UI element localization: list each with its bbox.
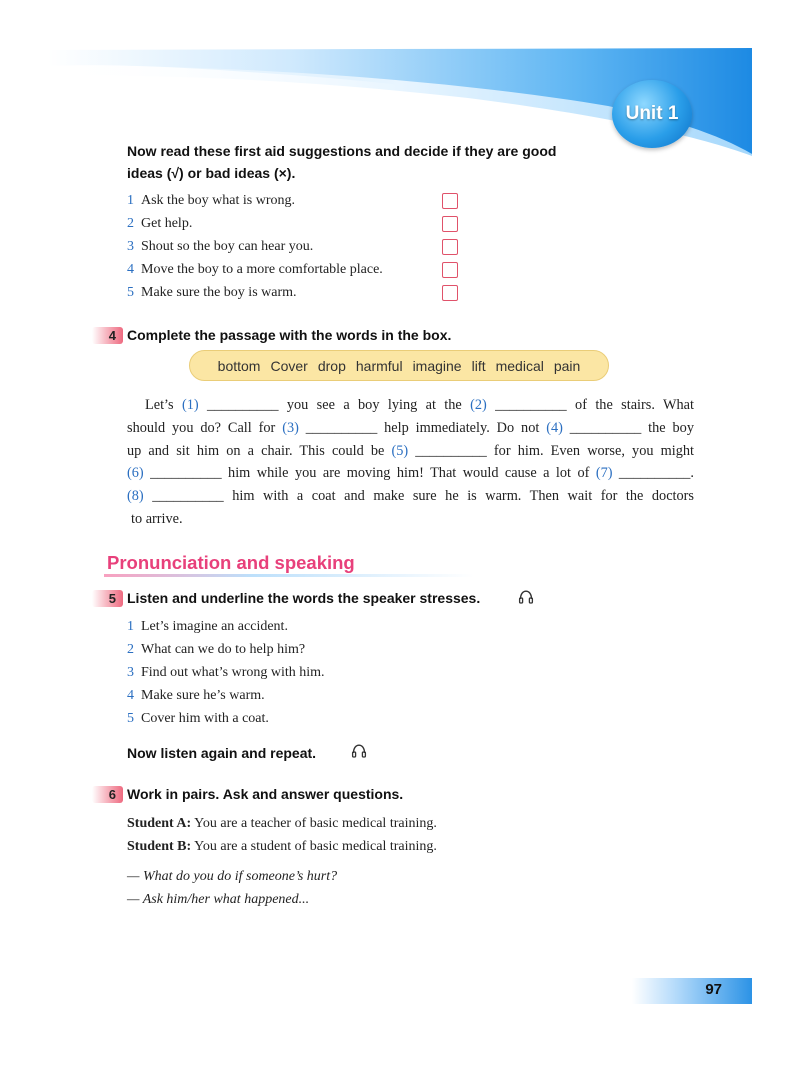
blank-number: (6) — [127, 465, 144, 482]
item-text: Cover him with a coat. — [141, 711, 269, 726]
word-box-item: drop — [317, 357, 346, 374]
word-box-item: pain — [553, 357, 581, 374]
answer-checkbox-2[interactable] — [442, 216, 458, 232]
exercise3-instruction-line2: ideas (√) or bad ideas (×). — [127, 165, 296, 181]
blank-number: (4) — [546, 419, 563, 436]
passage-line — [127, 485, 694, 508]
blank-number: (5) — [391, 442, 409, 459]
word-box-item: medical — [495, 357, 544, 374]
exercise6-number-badge: 6 — [92, 786, 123, 803]
item-text: Ask the boy what is wrong. — [141, 193, 295, 208]
page-number-bar — [632, 978, 752, 1004]
first-aid-list — [127, 189, 383, 304]
item-text: What can we do to help him? — [141, 642, 306, 657]
word-box-item: imagine — [412, 357, 462, 374]
student-a-text: You are a teacher of basic medical training. — [191, 816, 437, 831]
item-number: 5 — [127, 285, 134, 300]
passage-text: __________ help immediately. Do not — [298, 419, 547, 436]
passage-text: __________. — [612, 465, 694, 482]
student-a-line — [127, 812, 437, 835]
item-text: Move the boy to a more comfortable place. — [141, 262, 383, 277]
list-item — [127, 661, 325, 684]
item-number: 3 — [127, 665, 134, 680]
passage-line — [127, 417, 694, 440]
passage-text: __________ him with a coat and make sure he is warm. Then wait for the doctors — [143, 488, 694, 505]
section-title-underline — [104, 574, 474, 577]
passage-text: __________ you see a boy lying at the — [198, 397, 471, 413]
item-text: Make sure he’s warm. — [141, 688, 265, 703]
exercise4-number-badge: 4 — [92, 327, 123, 344]
blank-number: (8) — [127, 488, 144, 505]
student-b-line — [127, 835, 437, 858]
answer-checkbox-5[interactable] — [442, 285, 458, 301]
passage-text: __________ for him. Even worse, you might — [408, 442, 694, 459]
item-text: Get help. — [141, 216, 193, 231]
page-number: 97 — [705, 981, 722, 998]
student-a-label: Student A: — [127, 816, 192, 831]
item-text: Find out what’s wrong with him. — [141, 665, 325, 680]
blank-number: (1) — [181, 397, 199, 413]
item-text: Shout so the boy can hear you. — [141, 239, 314, 254]
dialogue-answer: — Ask him/her what happened... — [127, 892, 310, 907]
word-box — [189, 350, 609, 381]
answer-checkbox-4[interactable] — [442, 262, 458, 278]
word-box-item: harmful — [355, 357, 403, 374]
blank-number: (3) — [282, 419, 299, 436]
headphones-icon[interactable] — [351, 743, 367, 759]
item-text: Make sure the boy is warm. — [141, 285, 297, 300]
passage-line — [127, 508, 694, 531]
item-number: 1 — [127, 619, 134, 634]
passage-line — [127, 462, 694, 485]
item-number: 2 — [127, 642, 134, 657]
item-number: 5 — [127, 711, 134, 726]
passage-text: __________ the boy — [562, 419, 694, 436]
passage-text: Let’s — [145, 397, 182, 413]
exercise5-instruction: Listen and underline the words the speaker stresses. — [127, 590, 481, 606]
list-item — [127, 684, 325, 707]
list-item — [127, 615, 325, 638]
blank-number: (7) — [595, 465, 613, 482]
word-box-item: bottom — [217, 357, 261, 374]
item-text: Let’s imagine an accident. — [141, 619, 288, 634]
passage-text: to arrive. — [131, 510, 183, 527]
item-number: 3 — [127, 239, 134, 254]
item-number: 2 — [127, 216, 134, 231]
passage-line — [127, 440, 694, 463]
list-item — [127, 258, 383, 281]
passage-text: should you do? Call for — [127, 419, 283, 436]
item-number: 1 — [127, 193, 134, 208]
cloze-passage — [127, 394, 694, 531]
word-box-item: lift — [471, 357, 486, 374]
answer-checkbox-3[interactable] — [442, 239, 458, 255]
list-item — [127, 281, 383, 304]
passage-line — [127, 394, 694, 417]
passage-text: __________ of the stairs. What — [486, 397, 694, 413]
section-title: Pronunciation and speaking — [107, 552, 355, 573]
list-item — [127, 189, 383, 212]
passage-text: up and sit him on a chair. This could be — [127, 442, 392, 459]
student-b-text: You are a student of basic medical training. — [191, 839, 437, 854]
exercise6-instruction: Work in pairs. Ask and answer questions. — [127, 786, 404, 802]
item-number: 4 — [127, 688, 134, 703]
list-item — [127, 638, 325, 661]
unit-badge: Unit 1 — [612, 80, 692, 148]
answer-checkbox-1[interactable] — [442, 193, 458, 209]
exercise5-number-badge: 5 — [92, 590, 123, 607]
item-number: 4 — [127, 262, 134, 277]
passage-text: __________ him while you are moving him! That would cause a lot of — [143, 465, 596, 482]
exercise4-instruction: Complete the passage with the words in the box. — [127, 327, 452, 343]
dialogue-question: — What do you do if someone’s hurt? — [127, 869, 338, 884]
list-item — [127, 235, 383, 258]
list-item — [127, 707, 325, 730]
student-b-label: Student B: — [127, 839, 192, 854]
list-item — [127, 212, 383, 235]
word-box-item: Cover — [270, 357, 308, 374]
headphones-icon[interactable] — [518, 589, 534, 605]
blank-number: (2) — [470, 397, 487, 413]
exercise3-instruction-line1: Now read these first aid suggestions and decide if they are good — [127, 143, 557, 159]
exercise3-instruction — [127, 140, 556, 184]
listen-again-instruction: Now listen again and repeat. — [127, 745, 317, 761]
stress-sentence-list — [127, 615, 325, 730]
